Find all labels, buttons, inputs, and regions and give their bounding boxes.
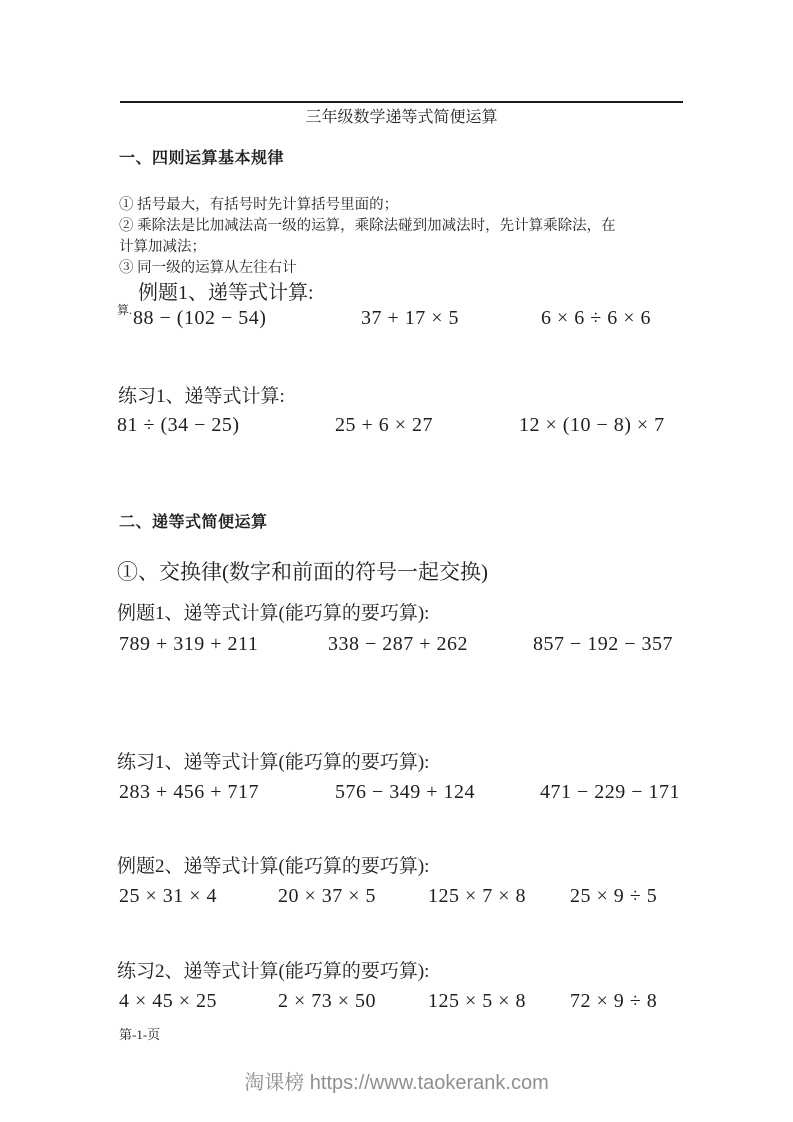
expression: 2 × 73 × 50 (278, 990, 377, 1012)
expression: 88 − (102 − 54) (133, 307, 267, 329)
section2-practice1-row (0, 781, 793, 811)
rule-line-3: 计算加减法； (119, 239, 206, 255)
section2-practice2-label: 练习2、递等式计算(能巧算的要巧算): (117, 961, 430, 982)
rule-line-4: ③ 同一级的运算从左往右计 (119, 260, 297, 276)
expression: 125 × 5 × 8 (428, 990, 527, 1012)
expression: 12 × (10 − 8) × 7 (519, 414, 665, 436)
expression: 20 × 37 × 5 (278, 885, 377, 907)
section1-example1-row (0, 307, 793, 337)
section2-example2-row (0, 885, 793, 915)
page-title: 三年级数学递等式简便运算 (305, 109, 498, 126)
section2-example1-label: 例题1、递等式计算(能巧算的要巧算): (117, 603, 430, 624)
expression: 471 − 229 − 171 (540, 781, 681, 803)
section1-practice1-row (0, 414, 793, 444)
expression: 37 + 17 × 5 (361, 307, 460, 329)
expression: 25 × 31 × 4 (119, 885, 218, 907)
section2-practice2-row (0, 990, 793, 1020)
header-rule (120, 101, 683, 103)
section1-heading: 一、四则运算基本规律 (119, 150, 285, 167)
section1-practice1-label: 练习1、递等式计算: (118, 386, 285, 407)
expression: 81 ÷ (34 − 25) (117, 414, 240, 436)
rule-overflow-text: 算. (117, 303, 133, 317)
expression: 857 − 192 − 357 (533, 633, 674, 655)
section2-practice1-label: 练习1、递等式计算(能巧算的要巧算): (117, 752, 430, 773)
rule-line-2: ② 乘除法是比加减法高一级的运算，乘除法碰到加减法时，先计算乘除法，在 (119, 218, 616, 234)
section2-law-line: ①、交换律(数字和前面的符号一起交换) (117, 560, 488, 584)
expression: 576 − 349 + 124 (335, 781, 476, 803)
expression: 338 − 287 + 262 (328, 633, 469, 655)
section2-example2-label: 例题2、递等式计算(能巧算的要巧算): (117, 856, 430, 877)
watermark-text: 淘课榜 https://www.taokerank.com (244, 1072, 549, 1094)
expression: 4 × 45 × 25 (119, 990, 218, 1012)
rule-line-1: ① 括号最大，有括号时先计算括号里面的； (119, 197, 399, 213)
expression: 125 × 7 × 8 (428, 885, 527, 907)
page-number: 第-1-页 (119, 1027, 161, 1042)
expression: 6 × 6 ÷ 6 × 6 (541, 307, 652, 329)
expression: 283 + 456 + 717 (119, 781, 260, 803)
expression: 25 × 9 ÷ 5 (570, 885, 658, 907)
expression: 72 × 9 ÷ 8 (570, 990, 658, 1012)
expression: 25 + 6 × 27 (335, 414, 434, 436)
section2-example1-row (0, 633, 793, 663)
section1-example1-label: 例题1、递等式计算: (138, 282, 314, 304)
section2-heading: 二、递等式简便运算 (119, 514, 268, 531)
expression: 789 + 319 + 211 (119, 633, 259, 655)
